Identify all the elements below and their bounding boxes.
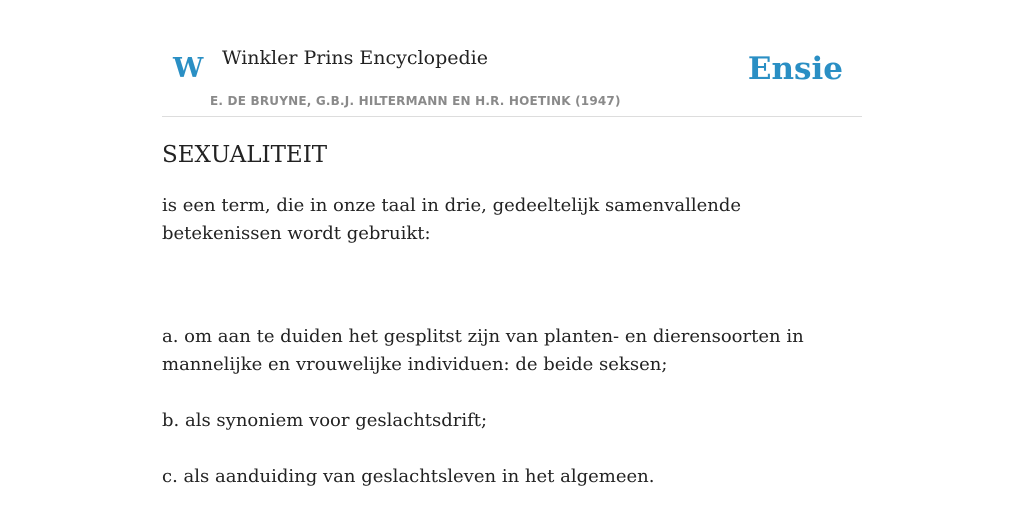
entry-intro: is een term, die in onze taal in drie, gedeeltelijk samenvallende betekenissen wordt gebruikt: [162,195,742,244]
entry-item-b: b. als synoniem voor geslachtsdrift; [162,410,488,431]
entry-title: SEXUALITEIT [162,142,328,168]
book-title-link[interactable]: Winkler Prins Encyclopedie [222,47,488,69]
ensie-logo-link[interactable]: Ensie [747,51,843,87]
entry-item-a: a. om aan te duiden het gesplitst zijn van planten- en dierensoorten in mannelijke en vrouwelijke individuen: de beide seksen; [162,326,804,375]
page [162,0,862,512]
entry-item-c: c. als aanduiding van geslachtsleven in het algemeen. [162,466,655,487]
header [162,0,862,117]
authors-line: E. DE BRUYNE, G.B.J. HILTERMANN EN H.R. HOETINK (1947) [210,94,621,108]
encyclopedia-logo-icon[interactable]: W [173,53,204,84]
